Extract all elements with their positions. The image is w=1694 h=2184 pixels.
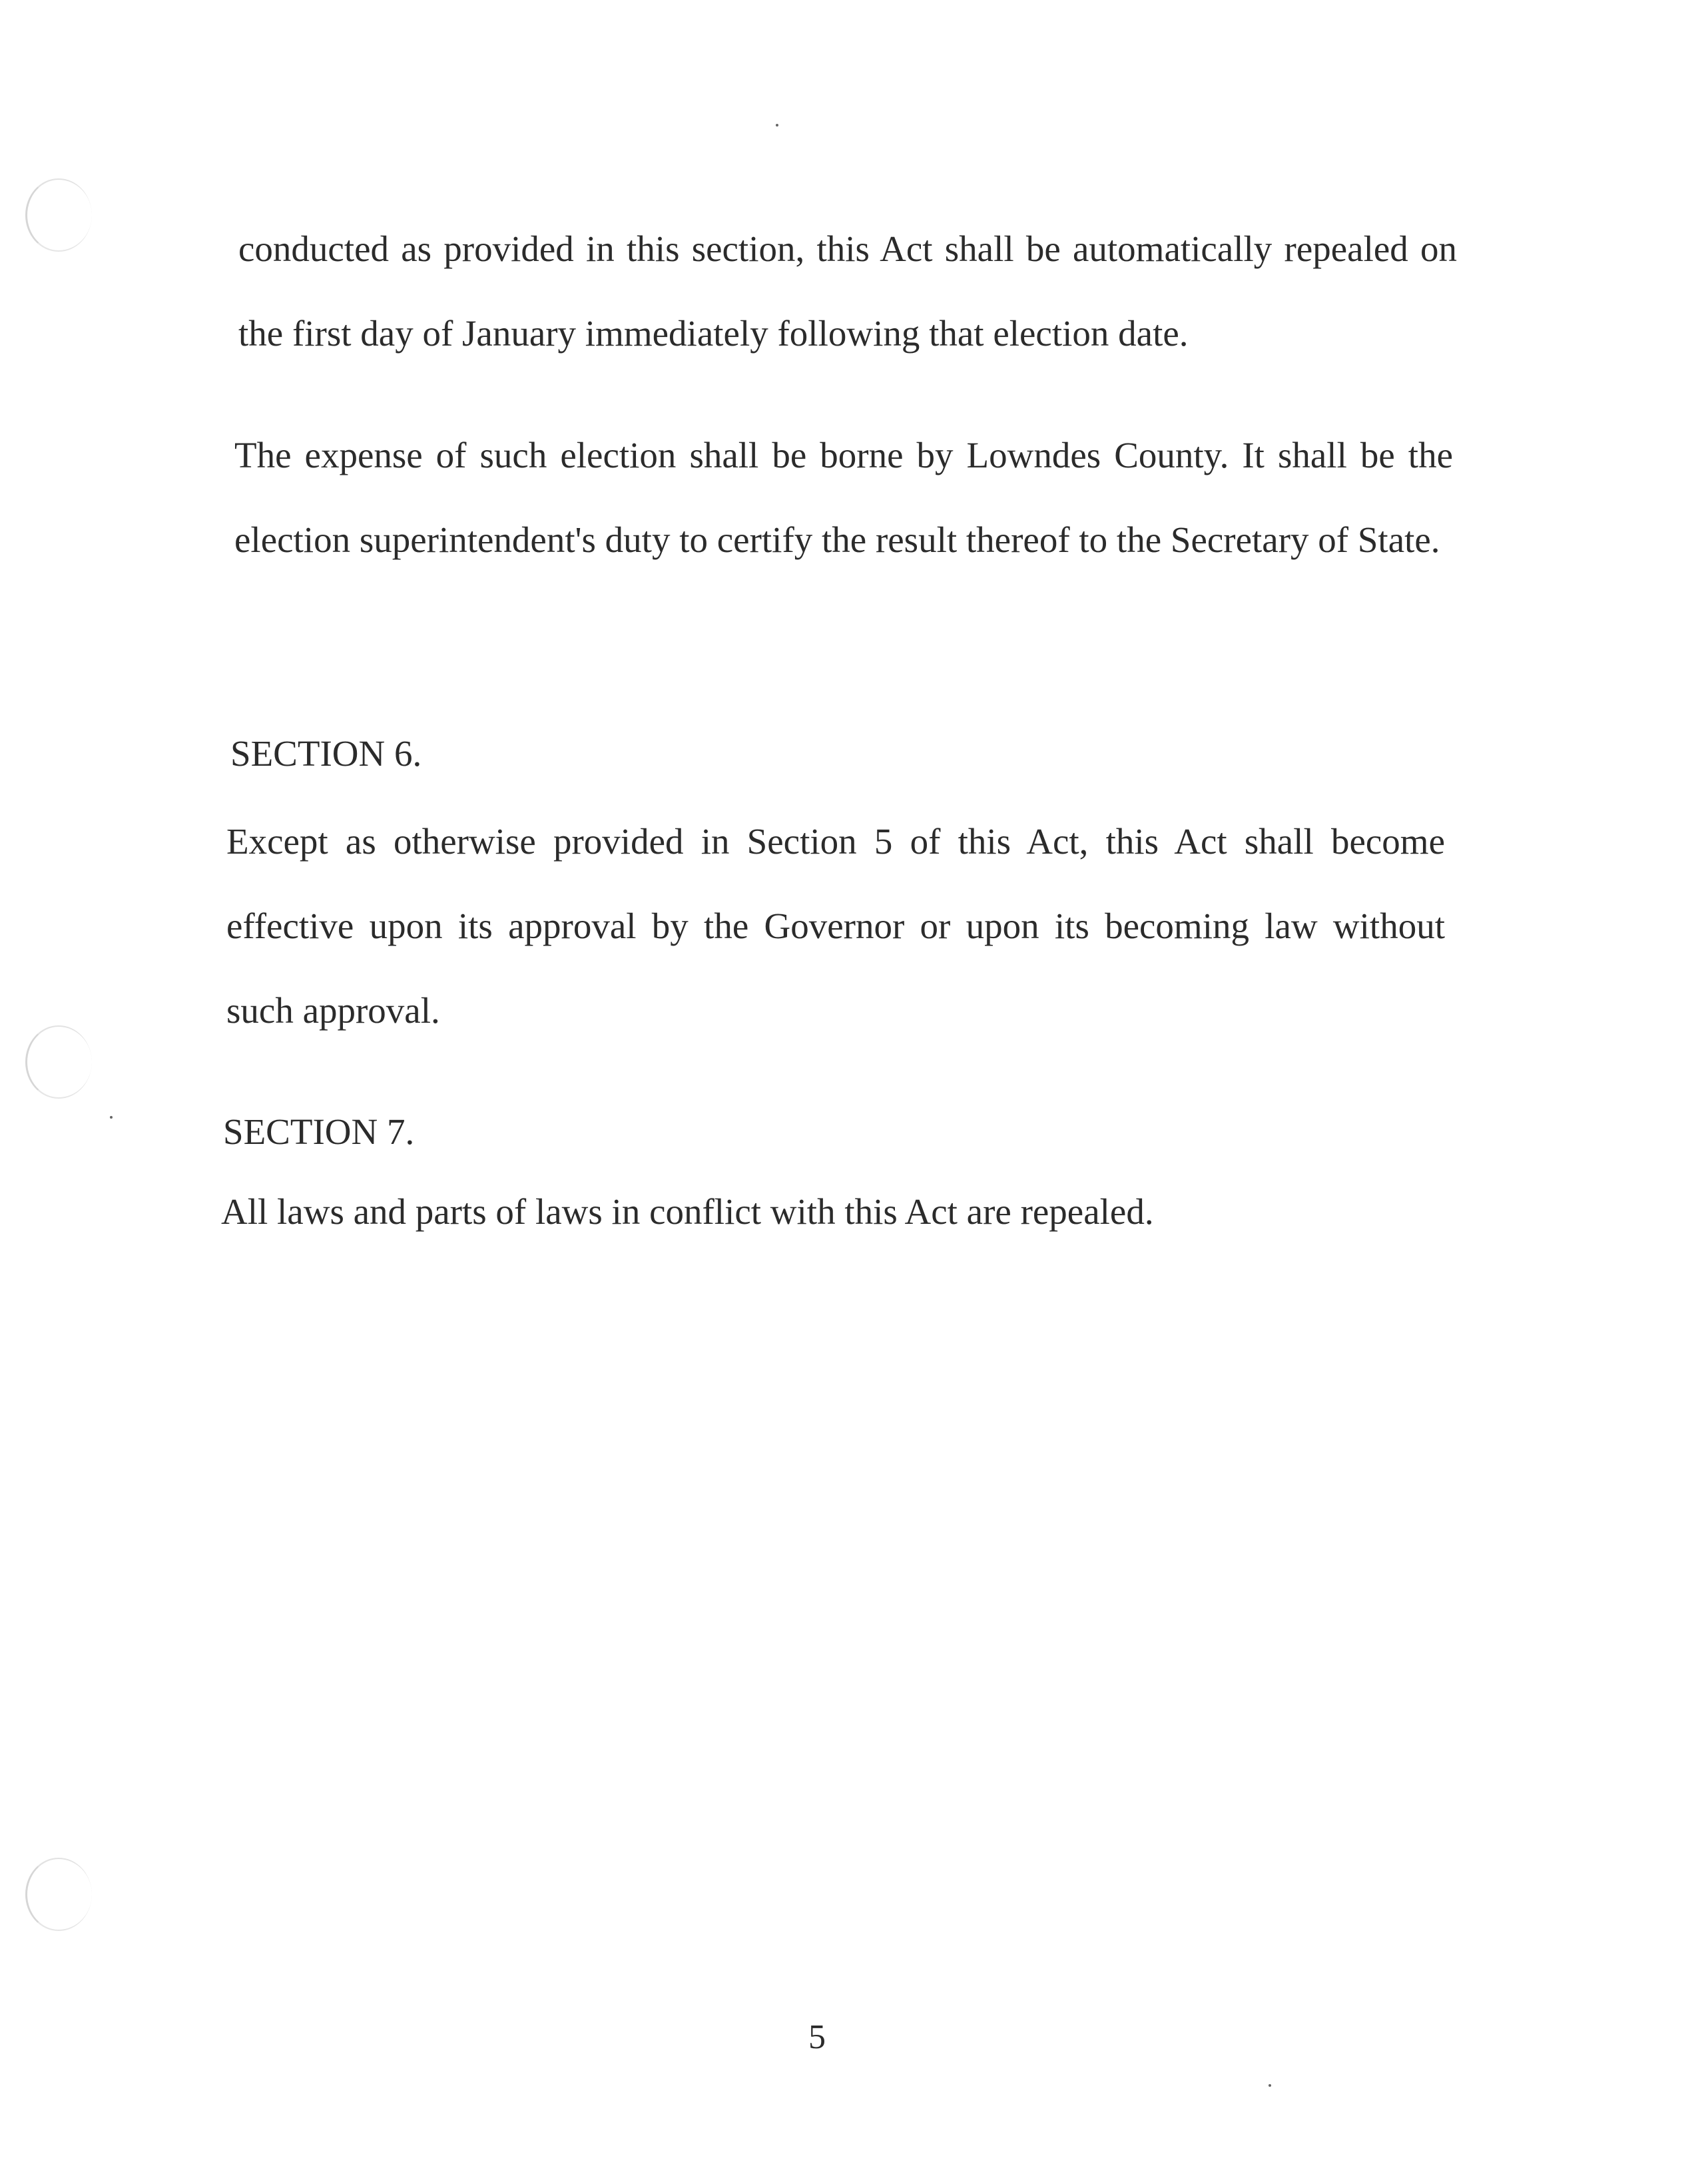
section-7-body: All laws and parts of laws in conflict with this Act are repealed. (221, 1191, 1154, 1232)
scan-speck (110, 1116, 113, 1119)
scan-speck (776, 124, 778, 127)
paragraph-continuation: conducted as provided in this section, this Act shall be automatically repealed on the first day of January immediately following that election date. (238, 228, 1457, 354)
section-6-heading: SECTION 6. (230, 733, 422, 774)
hole-punch-mark (25, 1025, 92, 1099)
hole-punch-mark (25, 1858, 92, 1931)
paragraph-expense: The expense of such election shall be borne by Lowndes County. It shall be the election superintendent's duty to certify the result thereof to the Secretary of State. (234, 435, 1453, 560)
scan-speck (1269, 2084, 1271, 2087)
page-number: 5 (808, 2018, 826, 2056)
section-7-heading: SECTION 7. (223, 1111, 415, 1152)
section-6-body: Except as otherwise provided in Section 5 of this Act, this Act shall become effective upon its approval by the Governor or upon its becoming law without such approval. (226, 821, 1445, 1031)
hole-punch-mark (25, 178, 92, 252)
